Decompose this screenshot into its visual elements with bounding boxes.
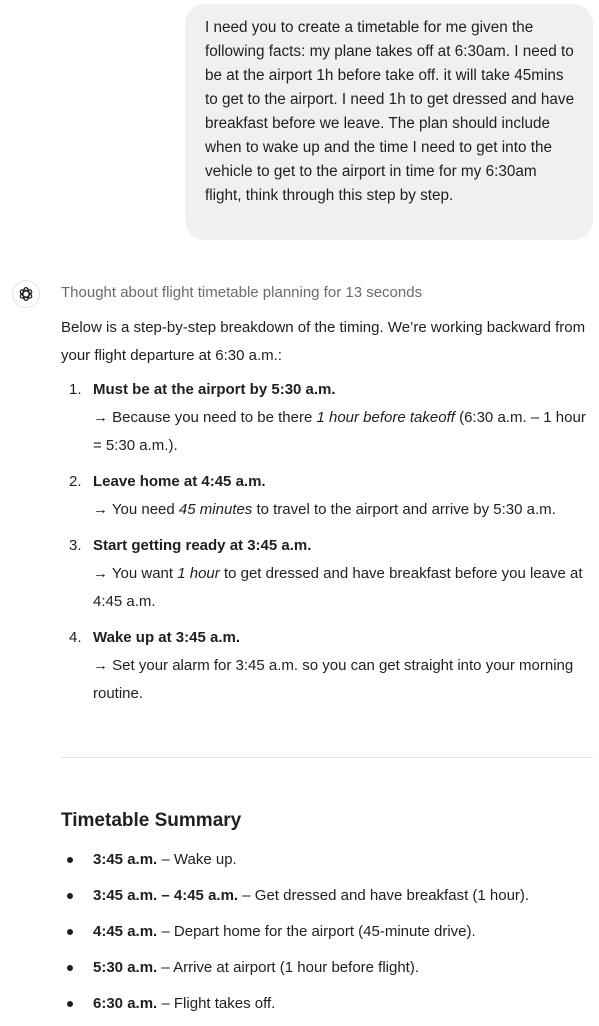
step-number: 2.	[69, 473, 82, 490]
step-detail-text: You want	[108, 565, 178, 582]
summary-item	[61, 954, 593, 982]
step-number: 3.	[69, 537, 82, 554]
summary-text: – Depart home for the airport (45-minute drive).	[157, 923, 476, 940]
summary-time: 4:45 a.m.	[93, 923, 158, 940]
step-number: 4.	[69, 629, 82, 646]
summary-time: 5:30 a.m.	[93, 959, 158, 976]
step-title: Leave home at 4:45 a.m.	[93, 473, 266, 490]
step-detail-text: to travel to the airport and arrive by 5:30 a.m.	[252, 501, 556, 518]
step-detail-text: (6:30 a.m. – 1 hour = 5:30 a.m.).	[93, 409, 586, 454]
step-detail-emphasis: 45 minutes	[178, 501, 253, 518]
step-detail-text: Set your alarm for 3:45 a.m. so you can get straight into your morning routine.	[93, 657, 574, 702]
summary-time: 3:45 a.m. – 4:45 a.m.	[93, 887, 239, 904]
step-item	[61, 532, 593, 616]
user-message-bubble	[185, 4, 593, 240]
section-divider	[61, 757, 593, 758]
user-message-text: I need you to create a timetable for me given the following facts: my plane takes off at 6:30am. I need to be at the airport 1h before take off. it will take 45mins to get to the airport. I need 1h to get dressed and have breakfast before we leave. The plan should include when to wake up and the time I need to get into the vehicle to get to the airport in time for my 6:30am flight, think through this step by step.	[205, 19, 575, 204]
bullet-icon	[67, 1001, 73, 1007]
summary-text: – Wake up.	[157, 851, 237, 868]
summary-item	[61, 918, 593, 946]
summary-item	[61, 846, 593, 874]
summary-text: – Get dressed and have breakfast (1 hour).	[238, 887, 530, 904]
bullet-icon	[67, 929, 73, 935]
step-item	[61, 376, 593, 460]
step-detail-text: to get dressed and have breakfast before you leave at 4:45 a.m.	[93, 565, 583, 610]
step-item	[61, 468, 593, 524]
step-detail	[93, 404, 593, 460]
assistant-answer	[61, 314, 593, 716]
openai-logo-icon	[12, 280, 40, 308]
step-detail-text: You need	[108, 501, 179, 518]
summary-list	[61, 846, 593, 1026]
arrow-icon: →	[93, 657, 108, 674]
step-title: Wake up at 3:45 a.m.	[93, 629, 240, 646]
step-detail	[93, 496, 593, 524]
step-detail	[93, 560, 593, 616]
step-item	[61, 624, 593, 708]
step-detail-text: Because you need to be there	[108, 409, 317, 426]
thought-label[interactable]: Thought about flight timetable planning for 13 seconds	[61, 284, 423, 301]
bullet-icon	[67, 893, 73, 899]
step-number: 1.	[69, 381, 82, 398]
bullet-icon	[67, 965, 73, 971]
steps-list	[61, 376, 593, 708]
summary-text: – Arrive at airport (1 hour before flight).	[157, 959, 420, 976]
bullet-icon	[67, 857, 73, 863]
arrow-icon: →	[93, 501, 108, 518]
step-detail-emphasis: 1 hour	[177, 565, 220, 582]
summary-heading: Timetable Summary	[61, 810, 242, 831]
summary-time: 3:45 a.m.	[93, 851, 158, 868]
step-detail	[93, 652, 593, 708]
arrow-icon: →	[93, 565, 108, 582]
step-title: Must be at the airport by 5:30 a.m.	[93, 381, 336, 398]
step-detail-emphasis: 1 hour before takeoff	[316, 409, 455, 426]
arrow-icon: →	[93, 409, 108, 426]
intro-text: Below is a step-by-step breakdown of the timing. We’re working backward from your flight departure at 6:30 a.m.:	[61, 319, 586, 364]
summary-item	[61, 882, 593, 910]
summary-time: 6:30 a.m.	[93, 995, 158, 1012]
step-title: Start getting ready at 3:45 a.m.	[93, 537, 312, 554]
summary-text: – Flight takes off.	[157, 995, 276, 1012]
summary-item	[61, 990, 593, 1018]
